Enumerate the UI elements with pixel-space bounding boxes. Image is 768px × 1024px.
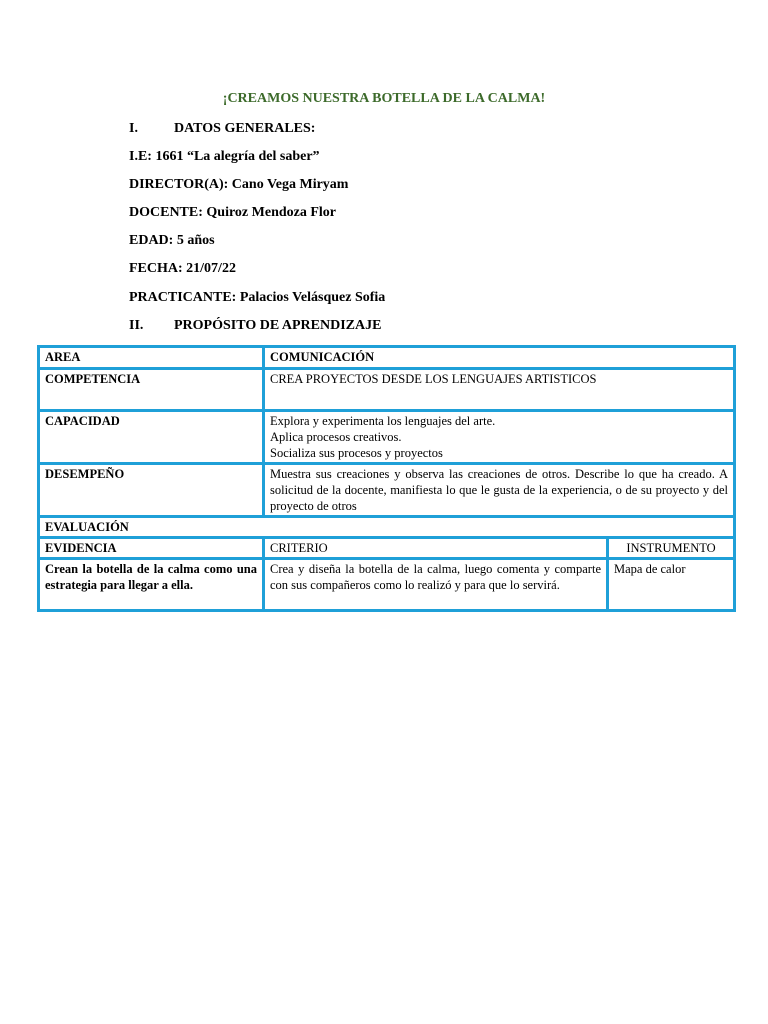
section-label: DATOS GENERALES: [174,121,316,136]
capacidad-value [264,411,735,464]
capacidad-item: Explora y experimenta los lenguajes del arte. [270,414,496,428]
section-label: PROPÓSITO DE APRENDIZAJE [174,318,382,333]
criterio-label: CRITERIO [264,538,608,559]
table-row [39,517,735,538]
section-datos-generales [129,121,315,137]
criterio-value: Crea y diseña la botella de la calma, luego comenta y comparte con sus compañeros como lo realizó y para que lo servirá. [264,559,608,611]
desempeno-label: DESEMPEÑO [39,464,264,517]
table-row [39,464,735,517]
competencia-value: CREA PROYECTOS DESDE LOS LENGUAJES ARTISTICOS [264,369,735,411]
field-practicante: PRACTICANTE: Palacios Velásquez Sofia [129,290,386,305]
desempeno-value: Muestra sus creaciones y observa las creaciones de otros. Describe lo que ha creado. A solicitud de la docente, manifiesta lo que le gusta de la experiencia, o de su proyecto y del proyecto de otros [264,464,735,517]
table-row [39,369,735,411]
field-fecha: FECHA: 21/07/22 [129,261,236,276]
capacidad-item: Socializa sus procesos y proyectos [270,446,443,460]
evidencia-value: Crean la botella de la calma como una estrategia para llegar a ella. [39,559,264,611]
table-row [39,538,735,559]
field-ie: I.E: 1661 “La alegría del saber” [129,149,320,164]
document-title: ¡CREAMOS NUESTRA BOTELLA DE LA CALMA! [222,91,546,106]
instrumento-label: INSTRUMENTO [608,538,735,559]
area-value: COMUNICACIÓN [264,347,735,369]
proposito-table [37,345,736,612]
section-number: II. [129,318,144,333]
area-label: AREA [39,347,264,369]
table-row [39,347,735,369]
field-director: DIRECTOR(A): Cano Vega Miryam [129,177,349,192]
instrumento-value: Mapa de calor [608,559,735,611]
capacidad-label: CAPACIDAD [39,411,264,464]
field-edad: EDAD: 5 años [129,233,215,248]
capacidad-item: Aplica procesos creativos. [270,430,402,444]
section-number: I. [129,121,138,136]
field-docente: DOCENTE: Quiroz Mendoza Flor [129,205,337,220]
competencia-label: COMPETENCIA [39,369,264,411]
section-proposito [129,318,381,334]
evaluacion-label: EVALUACIÓN [39,517,735,538]
table-row [39,411,735,464]
evidencia-label: EVIDENCIA [39,538,264,559]
table-row [39,559,735,611]
